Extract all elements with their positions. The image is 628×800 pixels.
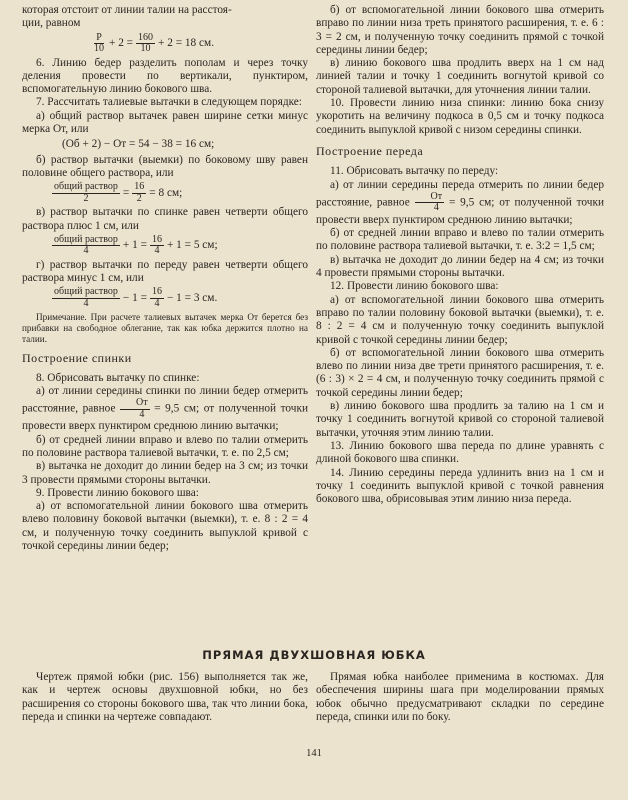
item-9: 9. Провести линию бокового шва: — [36, 486, 199, 499]
formula-7a: (Об + 2) − От = 54 − 38 = 16 см; — [62, 138, 215, 151]
fraction: $\frac{16}{2}$ — [134, 181, 145, 204]
item-14: 14. Линию середины переда удлинить вниз на 1 см и точку 1 соединить выпуклой кривой с точкой равнения бокового шва, обрисовывая этим линию низа переда. — [316, 466, 604, 506]
fraction: $\frac{От}{4}$ — [415, 192, 445, 214]
item-12a: а) от вспомогательной линии бокового шва отмерить вправо по талии половину боковой вытачки (выемки), т. е. 8 : 2 = 4 см и полученную точку соединить выпуклой кривой с точкой середины линии бедер; — [316, 293, 604, 346]
item-11a: а) от линии середины переда отмерить по линии бедер расстояние, равное $\frac{От}{4}$ = 9,5 см; от полученной точки провести вверх пунктиром среднюю линию вытачки; — [316, 178, 604, 226]
item-7v: в) раствор вытачки по спинке равен четверти общего раствора плюс 1 см, или — [22, 206, 308, 232]
fraction: $\frac{От}{4}$ — [120, 398, 150, 420]
item-12v: в) линию бокового шва продлить за талию на 1 см и точку 1 соединить вогнутой кривой со стороной талиевой вытачки, уточняя этим линию талии. — [316, 400, 604, 439]
item-6: 6. Линию бедер разделить пополам и через точку деления провести по вертикали, пунктиром, вспомогательную линию бокового шва. — [22, 56, 308, 96]
item-8v: в) вытачка не доходит до линии бедер на 3 см; из точки 3 провести прямыми стороны вытачки. — [22, 460, 308, 486]
bottom-left-column — [22, 671, 308, 724]
item-13: 13. Линию бокового шва переда по длине уравнять с длиной бокового шва спинки. — [316, 439, 604, 466]
fraction: $\frac{\text{общий раствор}}{4}$ — [54, 233, 118, 257]
fraction: $\frac{16}{4}$ — [151, 286, 162, 309]
bottom-right-paragraph: Прямая юбка наиболее применима в костюмах. Для обеспечения ширины шага при моделировании прямых юбок обычно предусматривают складки по середине переда, спинки или по боку. — [316, 671, 604, 723]
item-7b: б) раствор вытачки (выемки) по боковому шву равен половине общего раствора, или — [22, 153, 308, 179]
item-10: 10. Провести линию низа спинки: линию бока снизу укоротить на величину подкоса в 0,5 см и точку подкоса соединить выпуклой кривой с низом середины спинки. — [316, 97, 604, 136]
fraction: $\frac{160}{10}$ — [138, 31, 154, 55]
item-11: 11. Обрисовать вытачку по переду: — [330, 165, 499, 178]
formula-p: $\frac{Р}{10}$ + 2 = $\frac{160}{10}$ + 2 = 18 см. — [94, 31, 215, 55]
item-8: 8. Обрисовать вытачку по спинке: — [36, 371, 200, 384]
item-9b: б) от вспомогательной линии бокового шва отмерить вправо по линии низа треть принятого расширения, т. е. 6 : 3 = 2 см, и полученную точку соединить прямой с точкой середины линии бедер; — [316, 4, 604, 56]
back-heading: Построение спинки — [22, 351, 132, 366]
page-number: 141 — [306, 748, 322, 759]
front-heading: Построение переда — [316, 143, 424, 158]
item-8a: а) от линии середины спинки по линии бедер отмерить расстояние, равное $\frac{От}{4}$ = 9,5 см; от полученной точки провести вверх пунктиром среднюю линию вытачки; — [22, 385, 308, 433]
item-7g: г) раствор вытачки по переду равен четверти общего раствора минус 1 см, или — [22, 258, 308, 285]
item-9v: в) линию бокового шва продлить вверх на 1 см над линией талии и точку 1 соединить вогнутой кривой со стороной талиевой вытачки, для уточнения линии талии. — [316, 57, 604, 96]
formula-7b: $\frac{\text{общий раствор}}{2}$ = $\frac{16}{2}$ = 8 см; — [54, 181, 183, 204]
bottom-left-paragraph: Чертеж прямой юбки (рис. 156) выполняется так же, как и чертеж основы двухшовной юбки, но без расширения со стороны бокового шва, так что линии бока, переда и спинки на чертеже совпадают. — [22, 671, 308, 723]
fraction: $\frac{Р}{10}$ — [94, 31, 104, 55]
fraction: $\frac{\text{общий раствор}}{4}$ — [54, 286, 118, 309]
left-column — [22, 4, 308, 553]
item-12: 12. Провести линию бокового шва: — [330, 280, 499, 293]
item-7a: а) общий раствор вытачек равен ширине сетки минус мерка От, или — [22, 109, 308, 136]
fraction: $\frac{16}{4}$ — [151, 233, 162, 257]
item-11b: б) от средней линии вправо и влево по талии отмерить по половине раствора талиевой вытачки, т. е. 3:2 = 1,5 см; — [316, 227, 604, 253]
item-11v: в) вытачка не доходит до линии бедер на 4 см; из точки 4 провести прямыми стороны вытачки. — [316, 253, 604, 280]
item-8b: б) от средней линии вправо и влево по талии отмерить по половине раствора талиевой вытачки, т. е. по 2,5 см; — [22, 433, 308, 459]
item-12b: б) от вспомогательной линии бокового шва отмерить влево по линии низа две трети принятого расширения, т. е. (6 : 3) × 2 = 4 см, и полученную точку соединить прямой с точкой середины линии бедер; — [316, 346, 604, 399]
bottom-right-column — [316, 671, 604, 724]
item-9a: а) от вспомогательной линии бокового шва отмерить влево половину боковой вытачки (выемки), т. е. 8 : 2 = 4 см, и полученную точку соединить выпуклой кривой с точкой середины линии бедер; — [22, 500, 308, 553]
fraction: $\frac{\text{общий раствор}}{2}$ — [54, 181, 118, 204]
formula-7v: $\frac{\text{общий раствор}}{4}$ + 1 = $\frac{16}{4}$ + 1 = 5 см; — [54, 233, 218, 257]
note: Примечание. При расчете талиевых вытачек мерка От берется без прибавки на свободное облегание, так как юбка держится плотно на талии. — [22, 312, 308, 345]
right-column — [316, 4, 604, 506]
formula-7g: $\frac{\text{общий раствор}}{4}$ − 1 = $\frac{16}{4}$ − 1 = 3 см. — [54, 286, 218, 309]
section-heading: ПРЯМАЯ ДВУХШОВНАЯ ЮБКА — [202, 648, 426, 662]
item-7: 7. Рассчитать талиевые вытачки в следующем порядке: — [36, 96, 302, 109]
paragraph-continuation: которая отстоит от линии талии на расстоя- ции, равном — [22, 4, 232, 30]
